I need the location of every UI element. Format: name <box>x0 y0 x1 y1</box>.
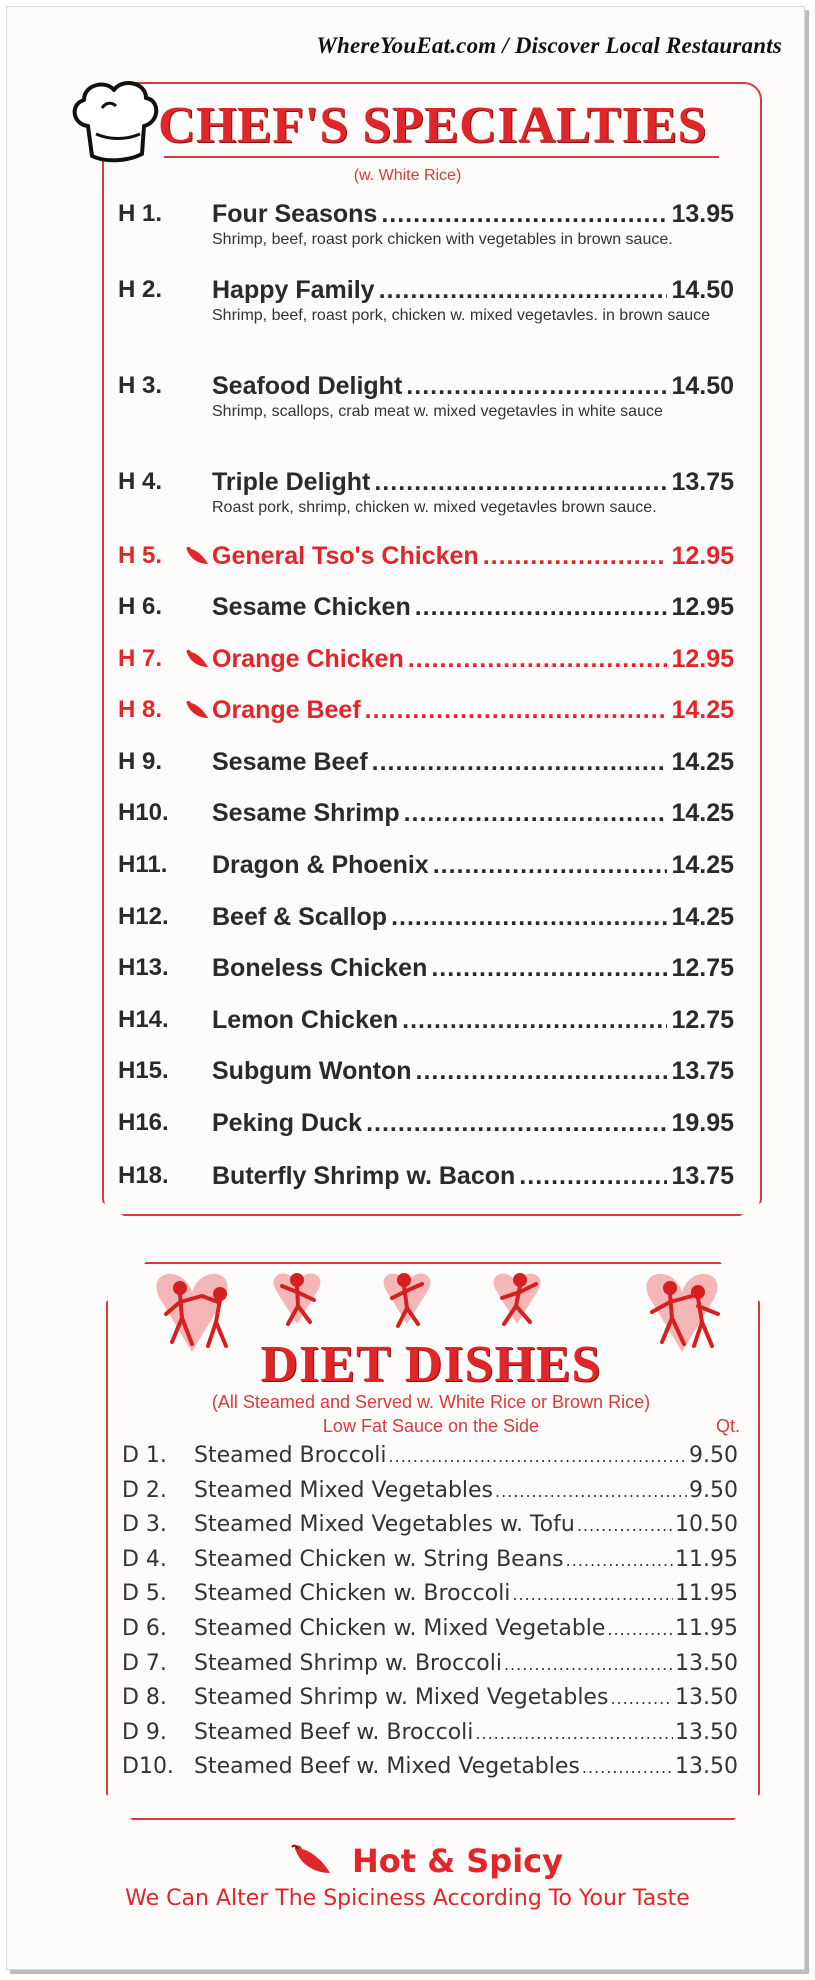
dot-leader <box>374 468 667 497</box>
item-price: 13.95 <box>671 200 734 228</box>
item-price: 11.95 <box>675 1546 738 1572</box>
dot-leader <box>372 748 668 777</box>
item-price: 13.50 <box>675 1650 738 1676</box>
item-name: Sesame Beef <box>212 748 368 776</box>
dot-leader <box>582 1758 673 1777</box>
dot-leader <box>366 1109 667 1138</box>
item-name: Lemon Chicken <box>212 1006 399 1034</box>
dot-leader <box>391 903 667 932</box>
item-price: 10.50 <box>675 1512 738 1538</box>
item-code: D 8. <box>122 1685 167 1711</box>
item-name: Beef & Scallop <box>212 903 388 931</box>
quart-label: Qt. <box>716 1416 741 1436</box>
item-name: Subgum Wonton <box>212 1057 412 1085</box>
item-name: Steamed Beef w. Broccoli <box>194 1719 474 1745</box>
dot-leader <box>504 1655 673 1674</box>
item-price: 13.75 <box>671 1162 734 1190</box>
item-name: Steamed Shrimp w. Mixed Vegetables <box>194 1685 609 1711</box>
item-price: 12.95 <box>671 593 734 621</box>
item-name: Four Seasons <box>212 200 378 228</box>
item-name: Dragon & Phoenix <box>212 851 429 879</box>
item-name: Steamed Mixed Vegetables w. Tofu <box>194 1512 575 1538</box>
item-name: Peking Duck <box>212 1109 363 1137</box>
item-code: D 4. <box>122 1546 167 1572</box>
item-price: 11.95 <box>675 1616 738 1641</box>
item-code: H 3. <box>118 372 163 399</box>
hot-spicy-title: Hot & Spicy <box>352 1842 563 1880</box>
item-price: 14.50 <box>671 276 734 304</box>
item-price: 12.95 <box>671 542 734 570</box>
item-code: D 9. <box>122 1719 167 1745</box>
diet-title: DIET DISHES <box>260 1336 602 1393</box>
dot-leader <box>483 542 668 571</box>
item-code: H10. <box>118 799 169 826</box>
item-name: Sesame Shrimp <box>212 799 400 827</box>
item-price: 19.95 <box>671 1109 734 1137</box>
item-code: H 8. <box>118 696 163 723</box>
item-description: Shrimp, scallops, crab meat w. mixed vegetavles in white sauce <box>212 403 663 420</box>
item-name: Happy Family <box>212 276 375 304</box>
item-code: H18. <box>118 1162 169 1189</box>
dot-leader <box>402 1006 667 1035</box>
item-code: D 5. <box>122 1581 167 1607</box>
item-name: Orange Beef <box>212 696 361 724</box>
chef-hat-icon <box>66 74 162 166</box>
item-name: Steamed Beef w. Mixed Vegetables <box>194 1754 580 1780</box>
dot-leader <box>566 1551 673 1570</box>
specialties-subtitle: (w. White Rice) <box>353 167 462 184</box>
dot-leader <box>365 696 668 725</box>
item-name: Steamed Broccoli <box>194 1443 387 1468</box>
dot-leader <box>519 1162 667 1191</box>
dot-leader <box>495 1482 687 1501</box>
dot-leader <box>404 799 668 828</box>
spiciness-note: We Can Alter The Spiciness According To Your Taste <box>125 1886 690 1911</box>
item-price: 14.25 <box>671 696 734 724</box>
item-price: 11.95 <box>675 1581 738 1607</box>
item-code: H13. <box>118 954 169 981</box>
item-name: Orange Chicken <box>212 645 404 673</box>
item-name: Steamed Chicken w. String Beans <box>194 1546 564 1572</box>
chili-pepper-icon <box>184 700 210 720</box>
item-code: H 6. <box>118 593 163 620</box>
dot-leader <box>431 954 667 983</box>
site-banner: WhereYouEat.com / Discover Local Restaurants <box>316 33 782 58</box>
title-underline <box>164 156 719 158</box>
item-price: 12.75 <box>671 954 734 982</box>
item-price: 12.95 <box>671 645 734 673</box>
dot-leader <box>379 276 668 305</box>
dot-leader <box>389 1447 687 1466</box>
item-price: 13.75 <box>671 1057 734 1085</box>
item-code: H 7. <box>118 645 163 672</box>
item-description: Roast pork, shrimp, chicken w. mixed vegetavles brown sauce. <box>212 499 657 516</box>
dot-leader <box>416 1057 668 1086</box>
item-name: Steamed Shrimp w. Broccoli <box>194 1650 502 1676</box>
item-code: D 2. <box>122 1477 167 1503</box>
item-name: Boneless Chicken <box>212 954 428 982</box>
item-name: Buterfly Shrimp w. Bacon <box>212 1162 516 1190</box>
item-price: 12.75 <box>671 1006 734 1034</box>
item-description: Shrimp, beef, roast pork chicken with vegetables in brown sauce. <box>212 231 673 248</box>
item-code: H15. <box>118 1057 169 1084</box>
dot-leader <box>610 1689 673 1708</box>
item-price: 13.50 <box>675 1685 738 1711</box>
item-price: 13.75 <box>671 468 734 496</box>
item-name: Steamed Chicken w. Mixed Vegetable <box>194 1616 606 1641</box>
item-code: H 4. <box>118 468 163 495</box>
item-code: D 1. <box>122 1443 167 1468</box>
item-price: 9.50 <box>689 1477 738 1503</box>
dot-leader <box>475 1724 673 1743</box>
dot-leader <box>408 645 668 674</box>
item-name: Steamed Mixed Vegetables <box>194 1477 494 1503</box>
item-name: Sesame Chicken <box>212 593 411 621</box>
item-code: D 3. <box>122 1512 167 1538</box>
chili-pepper-icon <box>184 546 210 566</box>
dot-leader <box>406 372 667 401</box>
item-code: H 9. <box>118 748 163 775</box>
item-price: 14.25 <box>671 903 734 931</box>
item-price: 13.50 <box>675 1754 738 1780</box>
diet-subtitle: (All Steamed and Served w. White Rice or Brown Rice) <box>211 1392 651 1412</box>
item-code: H11. <box>118 851 168 878</box>
dot-leader <box>577 1516 673 1535</box>
item-code: H 2. <box>118 276 163 303</box>
item-code: H 1. <box>118 200 163 227</box>
item-code: D10. <box>122 1754 174 1780</box>
item-price: 14.25 <box>671 851 734 879</box>
item-price: 13.50 <box>675 1719 738 1745</box>
dot-leader <box>607 1620 673 1639</box>
item-price: 14.25 <box>671 748 734 776</box>
item-code: D 7. <box>122 1650 167 1676</box>
item-price: 14.25 <box>671 799 734 827</box>
item-code: H12. <box>118 903 169 930</box>
item-code: H14. <box>118 1006 169 1033</box>
item-name: General Tso's Chicken <box>212 542 479 570</box>
chili-pepper-icon <box>184 649 210 669</box>
item-name: Triple Delight <box>212 468 371 496</box>
dot-leader <box>433 851 668 880</box>
diet-sauce-note: Low Fat Sauce on the Side <box>322 1416 540 1436</box>
dot-leader <box>381 200 667 229</box>
item-code: H16. <box>118 1109 169 1136</box>
specialties-title: CHEF'S SPECIALTIES <box>158 97 707 154</box>
dot-leader <box>415 593 668 622</box>
chili-pepper-icon <box>290 1843 334 1877</box>
item-description: Shrimp, beef, roast pork, chicken w. mixed vegetavles. in brown sauce <box>212 307 711 324</box>
item-price: 9.50 <box>689 1443 738 1468</box>
item-name: Steamed Chicken w. Broccoli <box>194 1581 511 1607</box>
item-name: Seafood Delight <box>212 372 403 400</box>
item-code: D 6. <box>122 1616 167 1641</box>
item-price: 14.50 <box>671 372 734 400</box>
dot-leader <box>512 1585 673 1604</box>
item-code: H 5. <box>118 542 163 569</box>
